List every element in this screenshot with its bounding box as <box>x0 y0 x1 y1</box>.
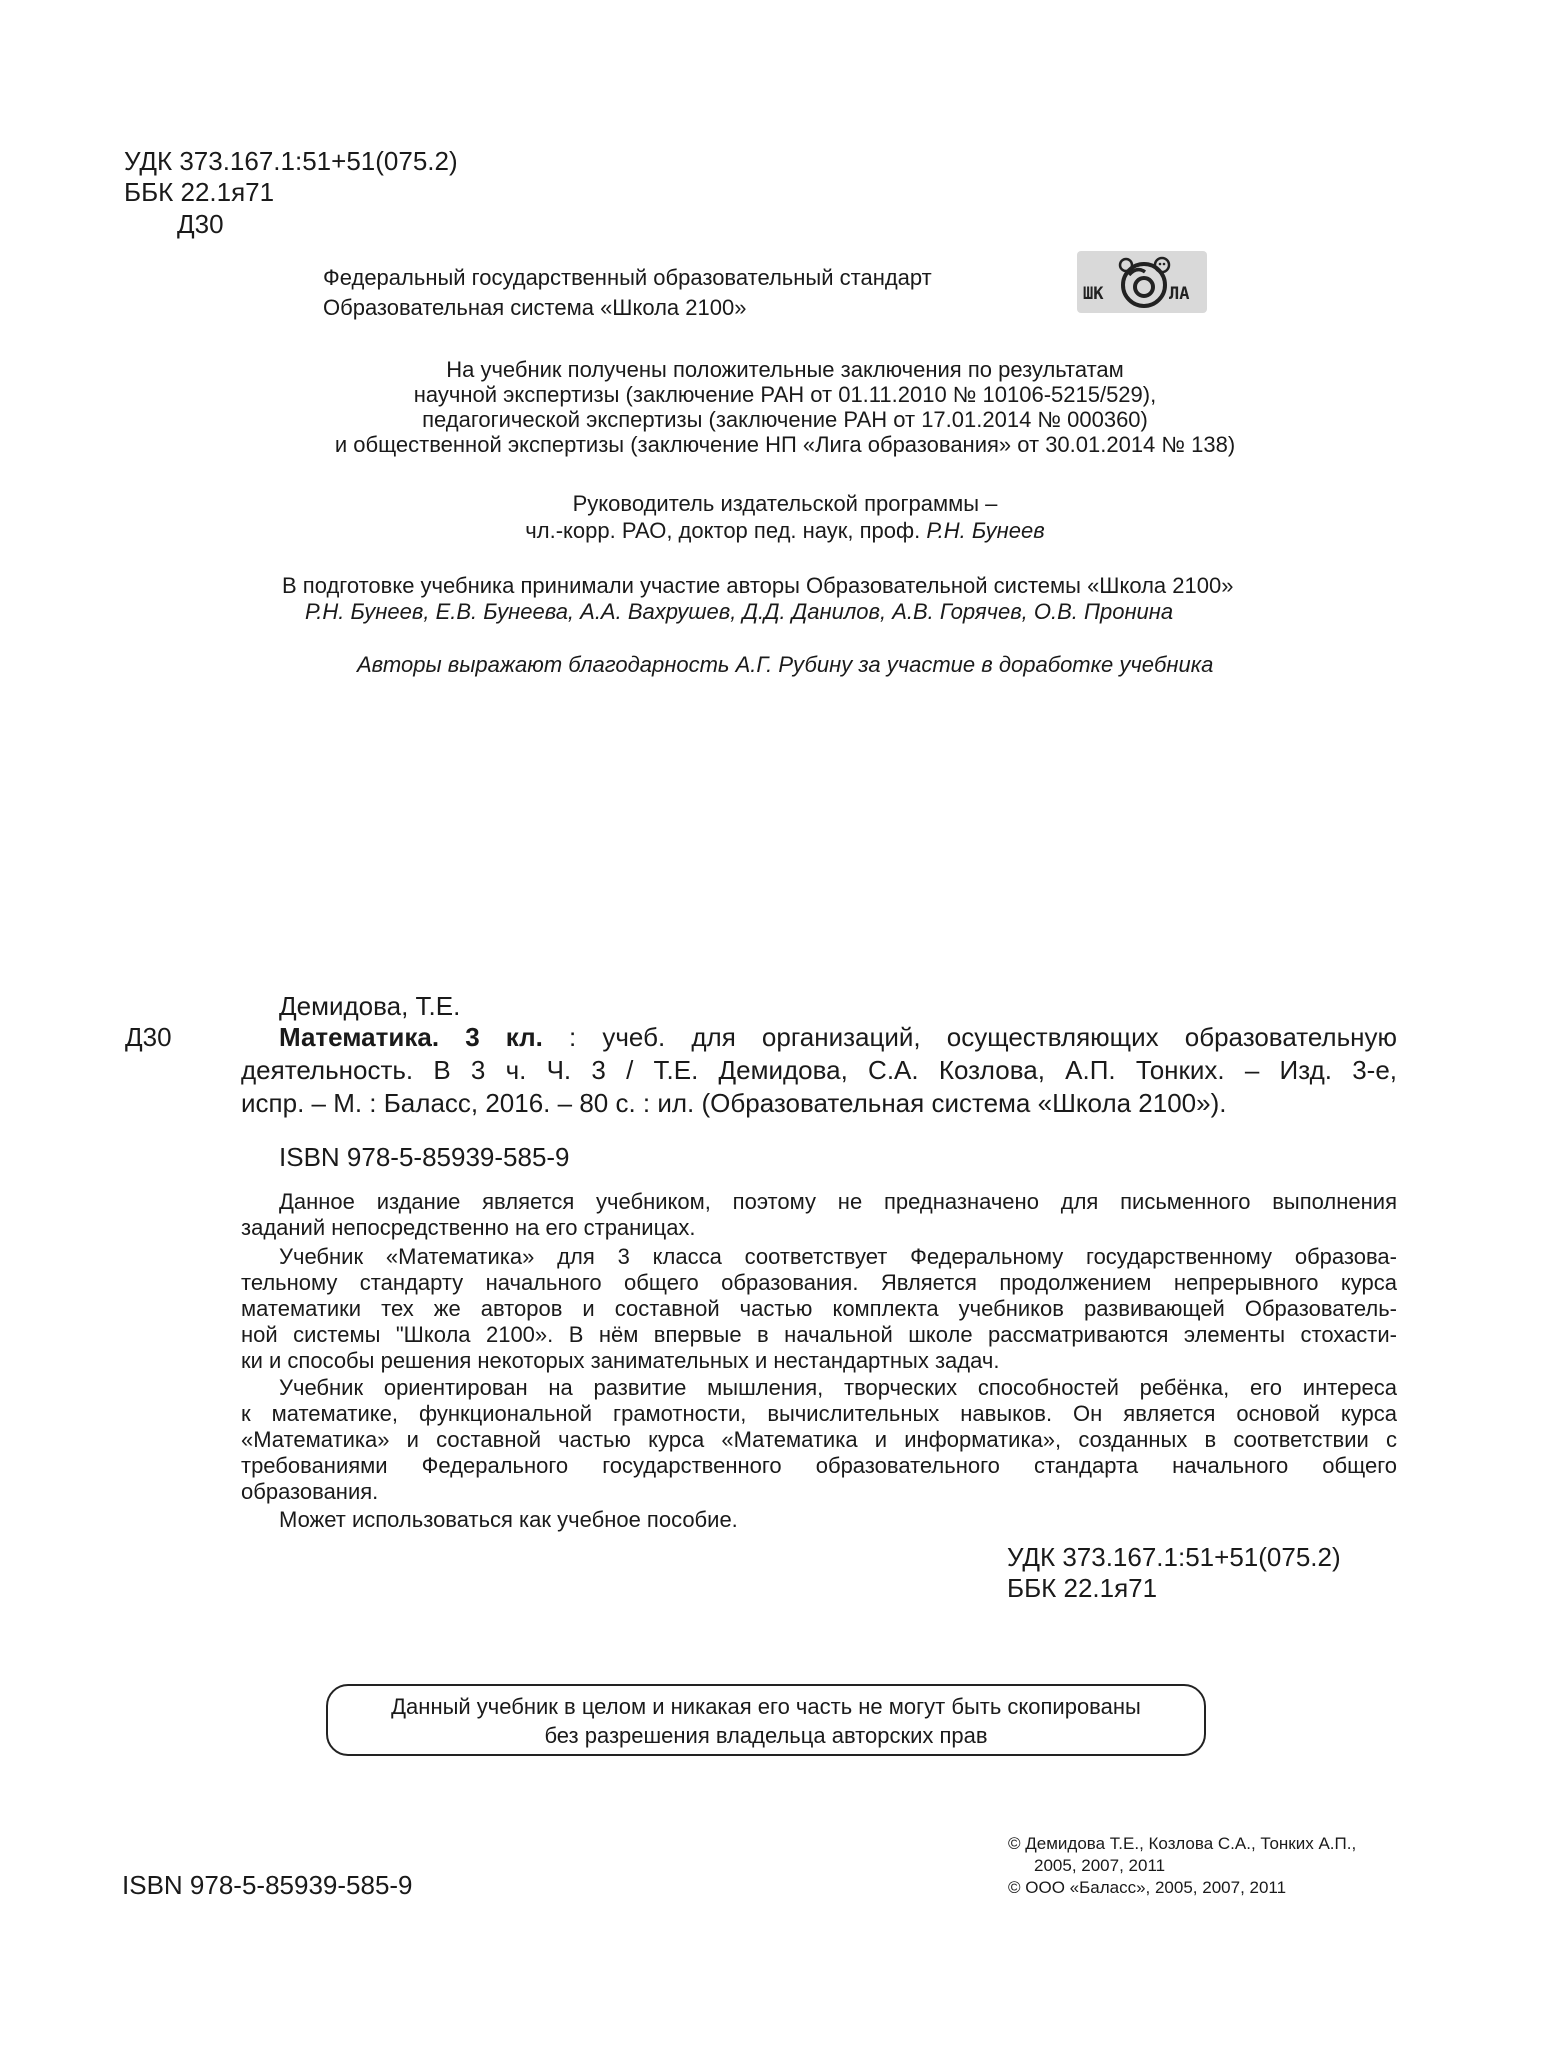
gratitude-text: Авторы выражают благодарность А.Г. Рубину за участие в доработке учебника <box>357 652 1214 677</box>
standard-line-2: Образовательная система «Школа 2100» <box>323 295 747 320</box>
biblio-line-2: деятельность. В 3 ч. Ч. 3 / Т.Е. Демидова, С.А. Козлова, А.П. Тонких. – Изд. 3-е, <box>241 1055 1397 1085</box>
notice-line-1: Данный учебник в целом и никакая его часть не могут быть скопированы <box>391 1694 1141 1719</box>
footer-bbk-code: ББК 22.1я71 <box>1007 1573 1158 1603</box>
program-director-line-1: Руководитель издательской программы – <box>572 491 998 516</box>
school-2100-logo-icon <box>1115 254 1173 312</box>
annotation-line-1: Данное издание является учебником, поэтому не предназначено для письменного выполнения <box>279 1189 1397 1214</box>
annotation-line-2: заданий непосредственно на его страницах. <box>241 1215 696 1240</box>
author-mark-code: Д30 <box>177 209 224 239</box>
annotation-line-13: Может использоваться как учебное пособие. <box>279 1507 738 1532</box>
annotation-line-3: Учебник «Математика» для 3 класса соответствует Федеральному государственному образова- <box>279 1244 1397 1269</box>
annotation-line-12: образования. <box>241 1479 379 1504</box>
udk-code: УДК 373.167.1:51+51(075.2) <box>124 146 458 176</box>
program-director-degree: чл.-корр. РАО, доктор пед. наук, проф. <box>525 518 927 543</box>
expertise-line-3: педагогической экспертизы (заключение РАН от 17.01.2014 № 000360) <box>422 407 1148 432</box>
expertise-line-2: научной экспертизы (заключение РАН от 01.11.2010 № 10106-5215/529), <box>413 382 1157 407</box>
notice-line-2: без разрешения владельца авторских прав <box>544 1723 988 1748</box>
annotation-line-5: математики тех же авторов и составной частью комплекта учебников развивающей Образователь- <box>241 1296 1397 1321</box>
bbk-code: ББК 22.1я71 <box>124 177 275 207</box>
annotation-line-6: ной системы "Школа 2100». В нём впервые в начальной школе рассматриваются элементы стохасти- <box>241 1322 1397 1347</box>
logo-text-right: ЛА <box>1169 284 1190 304</box>
copyright-line-1: © Демидова Т.Е., Козлова С.А., Тонких А.П., <box>1008 1834 1357 1853</box>
copyright-line-2: 2005, 2007, 2011 <box>1034 1856 1166 1875</box>
biblio-line-1-rest: : учеб. для организаций, осуществляющих образовательную <box>542 1022 1398 1052</box>
annotation-line-8: Учебник ориентирован на развитие мышления, творческих способностей ребёнка, его интереса <box>279 1375 1397 1400</box>
copyright-notice-box <box>326 1684 1206 1756</box>
school-2100-logo <box>1077 251 1207 313</box>
biblio-author-mark: Д30 <box>125 1022 172 1052</box>
annotation-line-4: тельному стандарту начального общего образования. Является продолжением непрерывного курса <box>241 1270 1397 1295</box>
participants-line-2: Р.Н. Бунеев, Е.В. Бунеева, А.А. Вахрушев, Д.Д. Данилов, А.В. Горячев, О.В. Пронина <box>305 599 1174 624</box>
biblio-isbn: ISBN 978-5-85939-585-9 <box>279 1142 570 1172</box>
program-director-line-2 <box>260 518 1310 544</box>
annotation-line-7: ки и способы решения некоторых занимательных и нестандартных задач. <box>241 1348 1000 1373</box>
biblio-author: Демидова, Т.Е. <box>279 991 461 1021</box>
biblio-line-1 <box>279 1022 1397 1052</box>
logo-text-left: ШК <box>1083 284 1104 304</box>
standard-line-1: Федеральный государственный образовательный стандарт <box>323 265 932 290</box>
biblio-title: Математика. 3 кл. <box>279 1022 543 1052</box>
copyright-line-3: © ООО «Баласс», 2005, 2007, 2011 <box>1008 1878 1287 1897</box>
annotation-line-10: «Математика» и составной частью курса «Математика и информатика», созданных в соответствии с <box>241 1427 1397 1452</box>
isbn-bottom: ISBN 978-5-85939-585-9 <box>122 1870 413 1900</box>
biblio-line-3: испр. – М. : Баласс, 2016. – 80 с. : ил. (Образовательная система «Школа 2100»). <box>241 1088 1227 1118</box>
footer-udk-code: УДК 373.167.1:51+51(075.2) <box>1007 1542 1341 1572</box>
participants-line-1: В подготовке учебника принимали участие авторы Образовательной системы «Школа 2100» <box>282 573 1234 598</box>
annotation-line-9: к математике, функциональной грамотности, вычислительных навыков. Он является основой курса <box>241 1401 1397 1426</box>
expertise-line-1: На учебник получены положительные заключения по результатам <box>446 357 1124 382</box>
annotation-line-11: требованиями Федерального государственного образовательного стандарта начального общего <box>241 1453 1397 1478</box>
program-director-name: Р.Н. Бунеев <box>926 518 1045 543</box>
expertise-line-4: и общественной экспертизы (заключение НП «Лига образования» от 30.01.2014 № 138) <box>334 432 1236 457</box>
